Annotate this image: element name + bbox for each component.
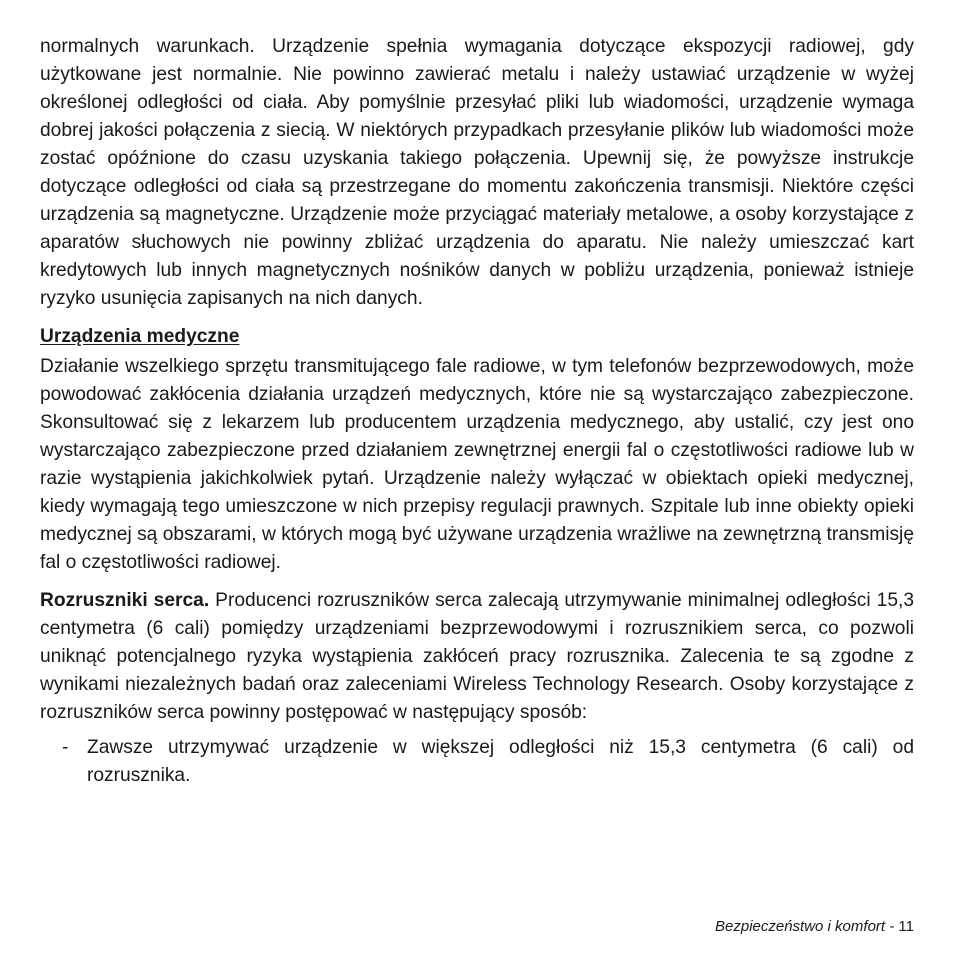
pacemaker-lead: Rozruszniki serca. <box>40 590 210 611</box>
pacemaker-text: Producenci rozruszników serca zalecają utrzymywanie minimalnej odległości 15,3 centymetra (6 cali) pomiędzy urządzeniami bezprzewodowymi i rozrusznikiem serca, co pozwoli uniknąć potencjalnego ryzyka wystąpienia zakłóceń pracy rozrusznika. Zalecenia te są zgodne z wynikami niezależnych badań oraz zaleceniami Wireless Technology Research. Osoby korzystające z rozruszników serca powinny postępować w następujący sposób: <box>40 590 914 723</box>
page-footer <box>715 918 914 936</box>
footer-title: Bezpieczeństwo i komfort <box>715 918 886 935</box>
intro-paragraph: normalnych warunkach. Urządzenie spełnia wymagania dotyczące ekspozycji radiowej, gdy użytkowane jest normalnie. Nie powinno zawierać metalu i należy ustawiać urządzenie w wyżej określonej odległości od ciała. Aby pomyślnie przesyłać pliki lub wiadomości, urządzenie wymaga dobrej jakości połączenia z siecią. W niektórych przypadkach przesyłanie plików lub wiadomości może zostać opóźnione do czasu uzyskania takiego połączenia. Upewnij się, że powyższe instrukcje dotyczące odległości od ciała są przestrzegane do momentu zakończenia transmisji. Niektóre części urządzenia są magnetyczne. Urządzenie może przyciągać materiały metalowe, a osoby korzystające z aparatów słuchowych nie powinny zbliżać urządzenia do aparatu. Nie należy umieszczać kart kredytowych lub innych magnetycznych nośników danych w pobliżu urządzenia, ponieważ istnieje ryzyko usunięcia zapisanych na nich danych. <box>40 36 914 309</box>
list-item <box>40 734 914 790</box>
medical-devices-paragraph: Działanie wszelkiego sprzętu transmitującego fale radiowe, w tym telefonów bezprzewodowych, może powodować zakłócenia działania urządzeń medycznych, które nie są wystarczająco zabezpieczone. Skonsultować się z lekarzem lub producentem urządzenia medycznego, aby ustalić, czy jest ono wystarczająco zabezpieczone przed działaniem zewnętrznej energii fal o częstotliwości radiowe lub w razie wystąpienia jakichkolwiek pytań. Urządzenie należy wyłączać w obiektach opieki medycznej, kiedy wymagają tego umieszczone w nich przepisy regulacji prawnych. Szpitale lub inne obiekty opieki medycznej są obszarami, w których mogą być używane urządzenia wrażliwe na zewnętrzną transmisję fal o częstotliwości radiowej. <box>40 356 914 573</box>
pacemaker-paragraph <box>40 587 914 727</box>
document-body <box>40 33 914 790</box>
footer-separator: - <box>889 918 895 935</box>
section-heading-medical-devices: Urządzenia medyczne <box>40 326 240 347</box>
page-number: 11 <box>898 918 914 935</box>
bullet-dash: - <box>62 737 69 758</box>
bullet-text: Zawsze utrzymywać urządzenie w większej odległości niż 15,3 centymetra (6 cali) od rozrusznika. <box>87 737 914 786</box>
